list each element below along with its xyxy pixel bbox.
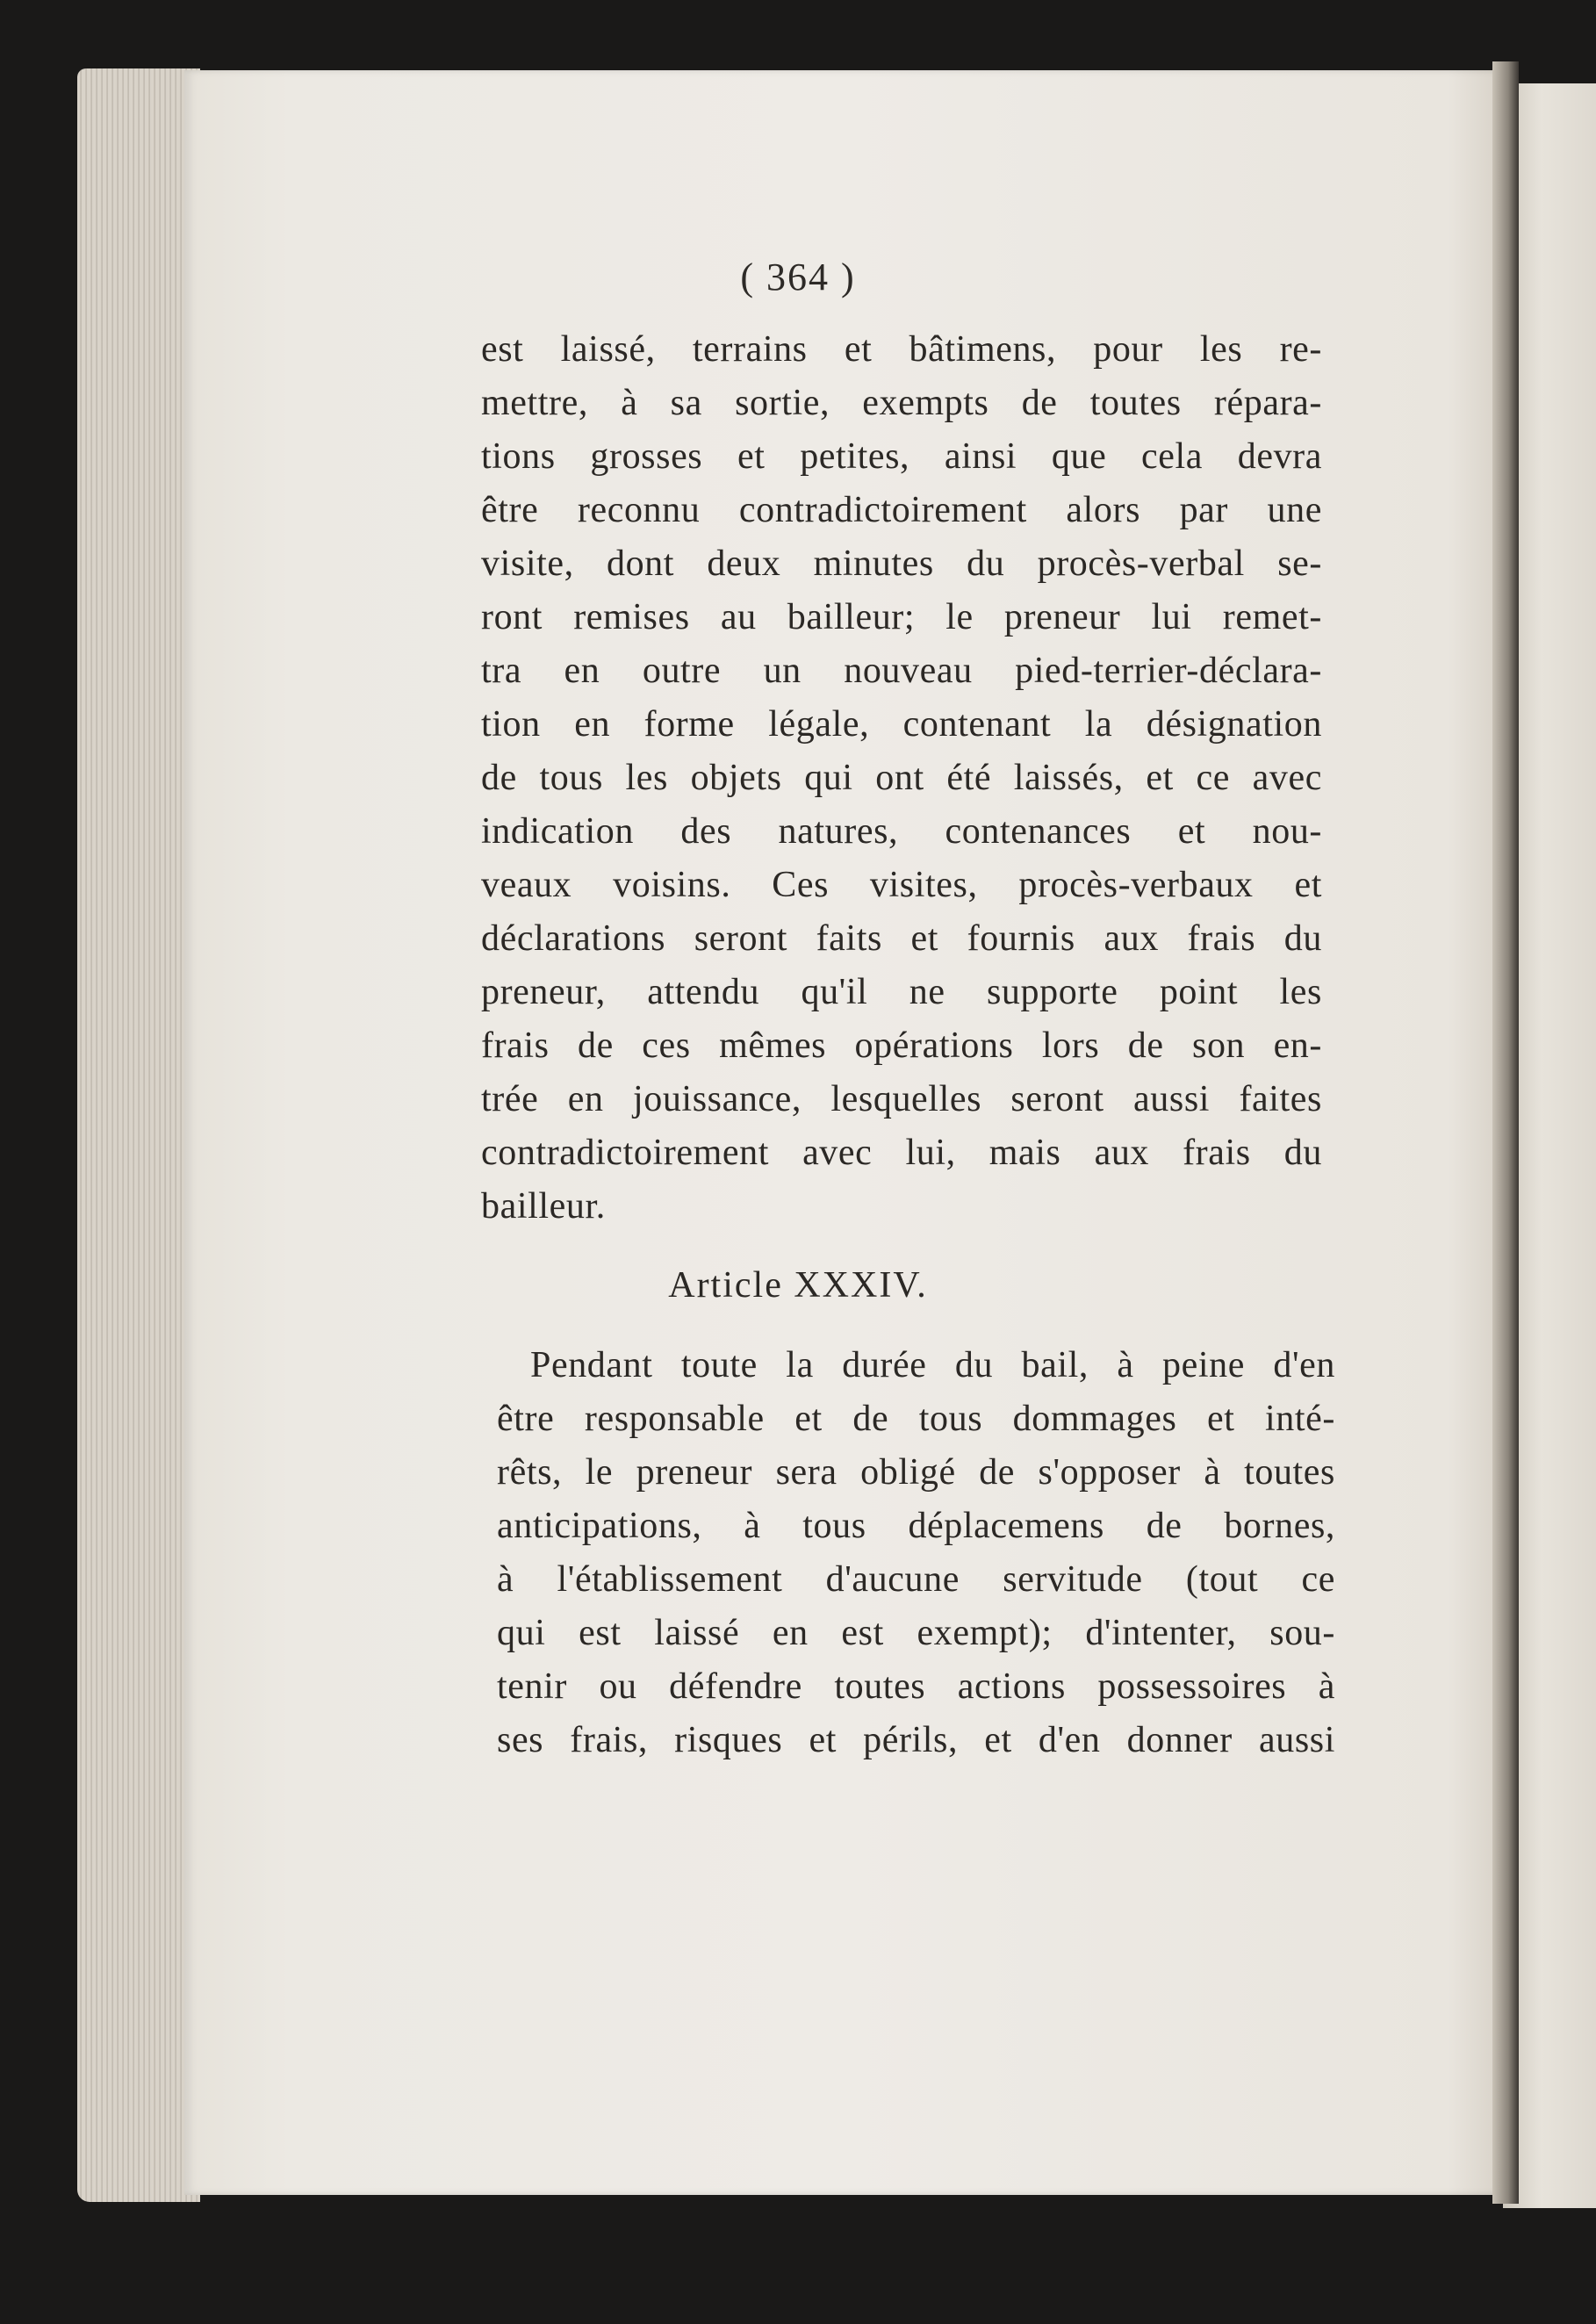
text-line: déclarations seront faits et fournis aux frais du bbox=[481, 918, 1322, 959]
text-line: tions grosses et petites, ainsi que cela devra bbox=[481, 436, 1322, 477]
paragraph-2 bbox=[497, 1339, 1335, 1767]
paragraph-1 bbox=[481, 323, 1322, 1234]
text-line: rêts, le preneur sera obligé de s'opposer à toutes bbox=[497, 1452, 1335, 1493]
text-line: ront remises au bailleur; le preneur lui remet- bbox=[481, 597, 1322, 637]
text-line: qui est laissé en est exempt); d'intenter, sou- bbox=[497, 1613, 1335, 1653]
text-line: tenir ou défendre toutes actions possessoires à bbox=[497, 1666, 1335, 1707]
article-heading: Article XXXIV. bbox=[668, 1265, 928, 1306]
text-line: tion en forme légale, contenant la désignation bbox=[481, 704, 1322, 745]
text-line: ses frais, risques et périls, et d'en donner aussi bbox=[497, 1720, 1335, 1760]
book-gutter bbox=[1492, 61, 1519, 2204]
text-line: contradictoirement avec lui, mais aux frais du bbox=[481, 1133, 1322, 1173]
book-page-edges bbox=[77, 68, 200, 2202]
text-line: est laissé, terrains et bâtimens, pour les re- bbox=[481, 329, 1322, 370]
text-line: mettre, à sa sortie, exempts de toutes répara- bbox=[481, 383, 1322, 423]
text-line: bailleur. bbox=[481, 1186, 606, 1227]
text-line: preneur, attendu qu'il ne supporte point les bbox=[481, 972, 1322, 1012]
text-line: veaux voisins. Ces visites, procès-verbaux et bbox=[481, 865, 1322, 905]
text-line: tra en outre un nouveau pied-terrier-déclara- bbox=[481, 651, 1322, 691]
text-line: trée en jouissance, lesquelles seront aussi faites bbox=[481, 1079, 1322, 1119]
text-line: visite, dont deux minutes du procès-verbal se- bbox=[481, 543, 1322, 584]
text-line: frais de ces mêmes opérations lors de son en- bbox=[481, 1025, 1322, 1066]
text-line: indication des natures, contenances et nou- bbox=[481, 811, 1322, 852]
text-line: à l'établissement d'aucune servitude (tout ce bbox=[497, 1559, 1335, 1600]
text-line: Pendant toute la durée du bail, à peine d'en bbox=[530, 1345, 1335, 1385]
text-line: de tous les objets qui ont été laissés, et ce avec bbox=[481, 758, 1322, 798]
page-number: ( 364 ) bbox=[740, 255, 856, 299]
text-line: être responsable et de tous dommages et inté- bbox=[497, 1399, 1335, 1439]
text-line: anticipations, à tous déplacemens de bornes, bbox=[497, 1506, 1335, 1546]
text-line: être reconnu contradictoirement alors par une bbox=[481, 490, 1322, 530]
